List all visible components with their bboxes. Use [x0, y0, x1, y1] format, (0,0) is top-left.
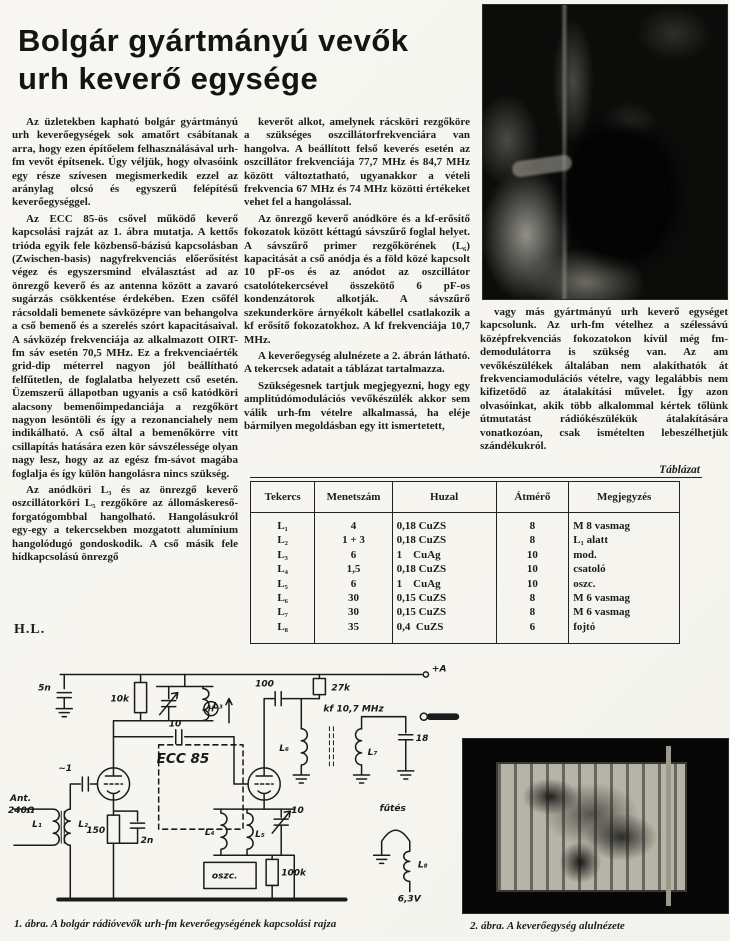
table-cell: L₁ — [251, 513, 315, 534]
table-cell: 1 CuAg — [392, 548, 496, 562]
table-cell: L₂ — [251, 533, 315, 547]
paragraph: A keverőegység alulnézete a 2. ábrán látható. A tekercsek adatait a táblázat tartalmazza. — [244, 349, 470, 376]
res-100k-label: 100k — [281, 868, 307, 879]
heater-label: fűtés — [379, 804, 406, 815]
paragraph: vagy más gyártmányú urh keverő egységet kapcsolunk. Az urh-fm vételhez a szélessávú középfrekvenciás fokozatokon kívül még fm-demodulátorra is szükség van. Az am vevőkészülékek általában nem alakíthatók át frekvenciamodulációs vételre, vagy legalábbis nem kifizetődő az átalakítási művelet. Így azon olvasóinkat, akik több alkalommal kértek tőlünk útmutatást rádiókészülékük átalakítására vonatkozóan, csak ismételten lebeszélhetjük szándékukról. — [480, 306, 728, 453]
table-cell: L₇ — [251, 605, 315, 619]
table-row — [251, 513, 680, 534]
cap-10-coupling-label: 10 — [168, 719, 182, 730]
res-27k-label: 27k — [331, 683, 351, 694]
coil-l2-label: L₂ — [78, 820, 89, 831]
coil-l8-label: L₈ — [417, 860, 428, 871]
schematic-figure — [8, 658, 460, 918]
coil-l4-label: L₄ — [204, 828, 215, 839]
cap-2n-label: 2n — [140, 836, 154, 847]
if-frequency-label: kf 10,7 MHz — [323, 704, 384, 715]
table-cell: 6 — [315, 577, 392, 591]
cap-10-osc-label: 10 — [291, 806, 304, 817]
paragraph: keverőt alkot, amelynek rácsköri rezgőköre a szükséges oszcillátorfrekvenciára van hangolva. A beállított felső keverés esetén az oszcillátor frekvenciája 77,7 MHz és 84,7 MHz között változtatható, ugyanakkor a vételi frekvencia 67 MHz és 74 MHz közötti értékeket vehet fel a hangolással. — [244, 116, 470, 209]
antenna-label: Ant. — [10, 794, 32, 805]
table-cell: 0,18 CuZS — [392, 562, 496, 576]
coil-l1-label: L₁ — [32, 820, 42, 831]
circuit-diagram — [8, 658, 460, 916]
coil-data-table-wrap — [250, 477, 704, 644]
photo-coil-highlight — [511, 154, 573, 178]
table-cell: 8 — [496, 513, 569, 534]
paragraph: Az üzletekben kapható bolgár gyártmányú urh keverőegységek sok amatőrt csábítanak arra, hogy ezen építőelem felhasználásával urh-fm vevőt építsenek. Úgy véljük, hogy olvasóink egy része szívesen megismerkedik ezzel az aránylag olcsó és egyszerű felépítésű keverőegységgel. — [12, 116, 238, 209]
article-column-3 — [480, 306, 728, 456]
table-top-rule — [250, 477, 702, 478]
table-cell: 10 — [496, 577, 569, 591]
table-head — [251, 482, 680, 513]
table-cell: L₆ — [251, 591, 315, 605]
article-column-1 — [12, 116, 238, 567]
photo-chassis-area — [498, 764, 685, 890]
coil-data-table — [250, 481, 680, 644]
table-cell: fojtó — [569, 620, 680, 644]
table-cell: L₄ — [251, 562, 315, 576]
table-cell: 8 — [496, 533, 569, 547]
cap-5n-label: 5n — [38, 683, 51, 694]
table-header-cell: Tekercs — [251, 482, 315, 513]
res-10k-label: 10k — [110, 694, 130, 705]
table-cell: 0,4 CuZS — [392, 620, 496, 644]
table-label: Táblázat — [659, 464, 700, 476]
table-row — [251, 620, 680, 644]
table-cell: mod. — [569, 548, 680, 562]
table-cell: 1 + 3 — [315, 533, 392, 547]
paragraph: Az ECC 85-ös csővel működő keverő kapcsolási rajzát az 1. ábra mutatja. A kettős trióda egyik fele közbenső-bázisú kapcsolásban (Zwischen-basis) nagyfrekvenciás előerősítést végez és egyszersmind elválasztást ad az önrezgő keverő és az antenna között a zavaró sugárzás csökkentése érdekében. Ezen csőfél rácsoldali bemenete sávközépre van behangolva a cső bemenő és a szerelés szórt kapacitásaival. A sávközép frekvenciája az alkalmazott OIRT-fm sáv esetén 70,5 MHz. Ez a frekvenciaérték grid-dip méterrel nagyon jól beállítható felfűtetlen, de foglalatba helyezett cső esetén. Üzemszerű állapotban ugyanis a cső katódköri alacsony bemenőimpedanciája a rezgőkört nagyon lesöntöli és így a rezonanciahely nem indikálható. A cső által a bemenőkörre vitt csillapítás hatására ezen kör sávszélessége olyan nagy lesz, hogy az az egész fm-sávot magába foglalja és így külön hangolásra nincs szükség. — [12, 212, 238, 480]
table-cell: 1 CuAg — [392, 577, 496, 591]
coil-l3-label: L₃ — [212, 701, 223, 712]
table-cell: 35 — [315, 620, 392, 644]
antenna-impedance-label: 240Ω — [8, 806, 35, 817]
table-header-cell: Menetszám — [315, 482, 392, 513]
table-header-cell: Megjegyzés — [569, 482, 680, 513]
table-cell: csatoló — [569, 562, 680, 576]
table-cell: M 8 vasmag — [569, 513, 680, 534]
table-cell: 30 — [315, 605, 392, 619]
heater-voltage-label: 6,3V — [397, 894, 421, 905]
oscillator-label: oszc. — [211, 871, 238, 882]
figure-caption-1: 1. ábra. A bolgár rádióvevők urh-fm keverőegységének kapcsolási rajza — [14, 918, 337, 930]
cap-18-label: 18 — [415, 733, 429, 744]
photo-chassis-rail — [666, 746, 671, 906]
page-title — [18, 22, 458, 98]
table-cell: 0,18 CuZS — [392, 513, 496, 534]
photo-mixer-underside-view — [462, 738, 729, 914]
paragraph: Szükségesnek tartjuk megjegyezni, hogy egy amplitúdómodulációs vevőkészülék akkor sem válik urh-fm vételre alkalmassá, ha eléje bármilyen megoldásban egy itt ismertetett, — [244, 379, 470, 432]
paragraph: Az önrezgő keverő anódköre és a kf-erősítő fokozatok között kéttagú sávszűrő foglal helyet. A sávszűrő primer rezgőkörének (L₆) kapacitását a cső anódja és a föld közé kapcsolt 10 pF-os és az anódot az oszcillátor csatolótekercsével összekötő 6 pF-os kondenzátorok alkotják. A sávszűrő szekunderköre árnyékolt kábellel csatlakozik a kf erősítő fokozatokhoz. A kf frekvenciája 10,7 MHz. — [244, 212, 470, 346]
table-cell: 0,15 CuZS — [392, 605, 496, 619]
table-cell: 6 — [496, 620, 569, 644]
table-cell: M 6 vasmag — [569, 591, 680, 605]
heater-circle-label: H — [207, 704, 215, 714]
table-cell: 4 — [315, 513, 392, 534]
table-cell: L₁ alatt — [569, 533, 680, 547]
paragraph: Az anódköri L₃ és az önrezgő keverő oszcillátorköri L₅ rezgőköre az állomáskereső-forgatógombbal hangolható. Hangolásukról egy-egy a tekercsekben mozgatott alumínium hangolódugó gondoskodik. A cső másik fele hídkapcsolású önrezgő — [12, 483, 238, 563]
table-cell: L₃ — [251, 548, 315, 562]
table-cell: 0,18 CuZS — [392, 533, 496, 547]
table-row — [251, 605, 680, 619]
article-column-2 — [244, 116, 470, 436]
table-cell: 6 — [315, 548, 392, 562]
table-cell: 8 — [496, 591, 569, 605]
table-cell: L₅ — [251, 577, 315, 591]
tube-type-label: ECC 85 — [156, 750, 210, 767]
table-cell: L₈ — [251, 620, 315, 644]
table-row — [251, 548, 680, 562]
table-cell: 0,15 CuZS — [392, 591, 496, 605]
table-row — [251, 533, 680, 547]
page-title-line-1: Bolgár gyártmányú vevők — [18, 23, 409, 58]
table-cell: 10 — [496, 548, 569, 562]
author-initials: H.L. — [14, 622, 46, 637]
table-row — [251, 577, 680, 591]
cap-100-label: 100 — [255, 679, 274, 690]
table-row — [251, 562, 680, 576]
cap-1-label: ~1 — [58, 763, 73, 774]
table-header-cell: Átmérő — [496, 482, 569, 513]
supply-label: +A — [431, 664, 447, 675]
figure-caption-2: 2. ábra. A keverőegység alulnézete — [470, 920, 625, 932]
table-row — [251, 591, 680, 605]
coil-l6-label: L₆ — [279, 743, 289, 754]
table-cell: M 6 vasmag — [569, 605, 680, 619]
table-cell: 8 — [496, 605, 569, 619]
res-150-label: 150 — [86, 826, 106, 837]
photo-tube-shadow — [571, 134, 667, 254]
table-header-row — [251, 482, 680, 513]
photo-mixer-top-view — [482, 4, 728, 300]
table-cell: 1,5 — [315, 562, 392, 576]
table-cell: 10 — [496, 562, 569, 576]
table-cell: 30 — [315, 591, 392, 605]
table-body — [251, 513, 680, 644]
page-title-line-2: urh keverő egysége — [18, 61, 319, 96]
coil-l7-label: L₇ — [367, 747, 378, 758]
coil-l5-label: L₅ — [255, 830, 265, 841]
table-cell: oszc. — [569, 577, 680, 591]
table-header-cell: Huzal — [392, 482, 496, 513]
